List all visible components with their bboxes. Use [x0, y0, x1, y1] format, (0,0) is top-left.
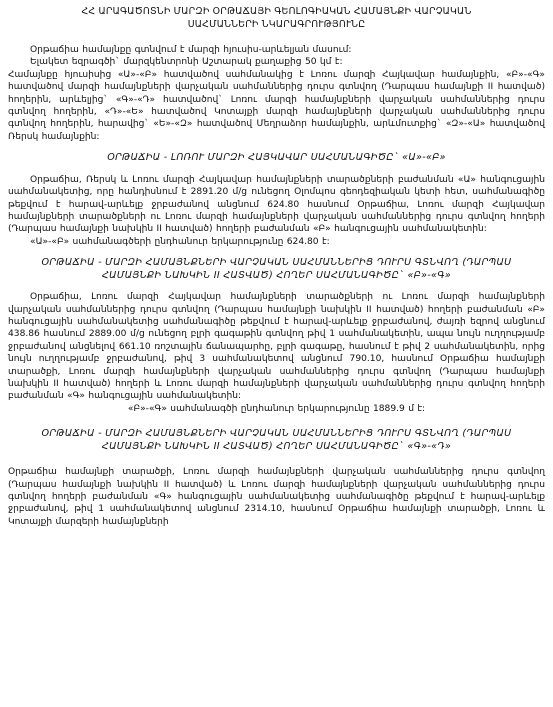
section-1-heading — [8, 152, 545, 165]
intro-line-2: Ելակետ եզրագծի` մարզկենտրոնի Աշտարակ քաղաքից 50 կմ է: — [30, 57, 343, 68]
section-2-heading-line-2: ՀԱՄԱՅՆՔԻ ՆԱԽԿԻՆ II ՀԱՏՎԱԾ) ՀՈՂԵՐ ՍԱՀՄԱՆԱԳԻԾԸ` «Բ»-«Գ» — [102, 269, 451, 281]
section-3-heading-line-1: ՕՐԹԱՃԻԱ - ՄԱՐԶԻ ՀԱՄԱՅՆՔՆԵՐԻ ՎԱՐՉԱԿԱՆ ՍԱՀՄԱՆՆԵՐԻՑ ԴՈՒՐՍ ԳՏՆՎՈՂ (ԴԱՐՊԱՍ — [41, 428, 512, 440]
section-2-summary: «Բ»-«Գ» սահմանագծի ընդհանուր երկարությունը 1889.9 մ է: — [127, 403, 426, 414]
document-page — [0, 6, 553, 707]
section-2-body: Օրթաճիա, Լոռու մարզի Հայկավար համայնքների տարածքների ու Լոռու մարզի համայնքների վարչական սահմաններից դուրս գտնվող (Դարպաս համայնքի նախկին II հատված) հողերի բաժանման «Բ» հանգուցային սահմանակետից սահմանագիծը թեքվում է հարավ-արևելք ջրբաժանով, ժայռի եզրով անցնում 438.86 հասնում 2889.00 մ/ց ունեցող բլրի գագաթին գտնվող թիվ 1 սահմանակետին, ապա նույն ուղղությամբ ջրբաժանով անցնելով 661.10 ռոշտային ճանապարհը, բլրի գագաթը, հասնում է թիվ 2 սահմանակետին, որից նույն ուղղությամբ ջրբաժանով, թիվ 3 սահմանակետով անցնում 790.10, հասնում Օրթաճիա համայնքի տարածքի, Լոռու մարզի համայնքների վարչական սահմաններից դուրս գտնվող (Դարպաս համայնքի նախկին II հատված) հողերի և Լոռու մարզի համայնքների վարչական սահմաններից դուրս գտնվող հողերի բաժանման «Գ» հանգուցային սահմանակետին: — [8, 292, 545, 402]
section-1-heading-line-1: ՕՐԹԱՃԻԱ - ԼՈՌՈՒ ՄԱՐԶԻ ՀԱՅԿԱՎԱՐ ՍԱՀՄԱՆԱԳԻԾԸ` «Ա»-«Բ» — [107, 152, 446, 164]
section-1-summary: «Ա»-«Բ» սահմանագծերի ընդհանուր երկարությունը 624.80 է: — [30, 236, 330, 247]
section-2-heading — [8, 257, 545, 282]
section-2-heading-line-1: ՕՐԹԱՃԻԱ - ՄԱՐԶԻ ՀԱՄԱՅՆՔՆԵՐԻ ՎԱՐՉԱԿԱՆ ՍԱՀՄԱՆՆԵՐԻՑ ԴՈՒՐՍ ԳՏՆՎՈՂ (ԴԱՐՊԱՍ — [41, 257, 512, 269]
title-line-1: ՀՀ ԱՐԱԳԱԾՈՏՆԻ ՄԱՐԶԻ ՕՐԹԱՃԱՅԻ ԳԵՈԼՈԳԻԱԿԱՆ ՀԱՄԱՅՆՔԻ ՎԱՐՉԱԿԱՆ — [81, 6, 472, 17]
section-3-body: Օրթաճիա համայնքի տարածքի, Լոռու մարզի համայնքների վարչական սահմաններից դուրս գտնվող (Դարպաս համայնքի նախկին II հատված) և Լոռու մարզի համայնքների վարչական սահմաններից դուրս գտնվող հողերի բաժանման «Գ» հանգուցային սահմանակետից սահմանագիծը թեքվում է հարավ-արևելք ջրբաժանով, թիվ 1 սահմանակետով անցնում 2314.10, հասնում Օրթաճիա համայնքի տարածքի, Լոռու և Կոտայքի մարզերի համայնքների — [8, 467, 545, 527]
document-title — [8, 6, 545, 31]
section-3-heading — [8, 428, 545, 453]
intro-body: Համայնքը հյուսիսից «Ա»-«Բ» հատվածով սահմանակից է Լոռու մարզի Հայկավար համայնքին, «Բ»-«Գ» հատվածով մարզի համայնքների վարչական սահմաններից դուրս գտնվող (Դարպաս համայնքի II հատված) հողերին, արևելյից` «Գ»-«Դ» հատվածով` Լոռու մարզի համայնքների վարչական սահմաններից դուրս գտնվող հողերին, «Դ»-«Ե» հատվածով Կոտայքի մարզի համայնքների վարչական սահմաններից դուրս գտնվող հողերին, հարավից` «Ե»-«Զ» հատվածով Մեղրաձոր համայնքին, արևմուտքից` «Զ»-«Ա» հատվածով Ռերսկ համայնքին: — [8, 69, 545, 142]
title-line-2: ՍԱՀՄԱՆՆԵՐԻ ՆԿԱՐԱԳՐՈՒԹՅՈՒՆԸ — [187, 18, 366, 30]
section-1-body: Օրթաճիա, Ռերսկ և Լոռու մարզի Հայկավար համայնքների տարածքների բաժանման «Ա» հանգուցային սահմանակետից, որը հանդիսնում է 2891.20 մ/ց ունեցող Օլոմպոս գեոդեզիական կետի հետ, սահմանագիծը թեքվում է հարավ-արևելք ջրբաժանով անցնում 624.80 հասնում Օրթաճիա, Լոռու մարզի Հայկավար համայնքների տարածքների ու Լոռու մարզի համայնքների վարչական սահմաններից դուրս գտնվող հողերի (Դարպաս համայնքի նախկին II հատված) հողերի բաժանման «Բ» հանգուցային սահմանակետին: — [8, 174, 545, 235]
section-3-heading-line-2: ՀԱՄԱՅՆՔԻ ՆԱԽԿԻՆ II ՀԱՏՎԱԾ) ՀՈՂԵՐ ՍԱՀՄԱՆԱԳԻԾԸ` «Գ»-«Դ» — [101, 440, 452, 452]
intro-line-1: Օրթաճիա համայնքը գտնվում է մարզի հյուսիս-արևելյան մասում: — [30, 45, 352, 55]
